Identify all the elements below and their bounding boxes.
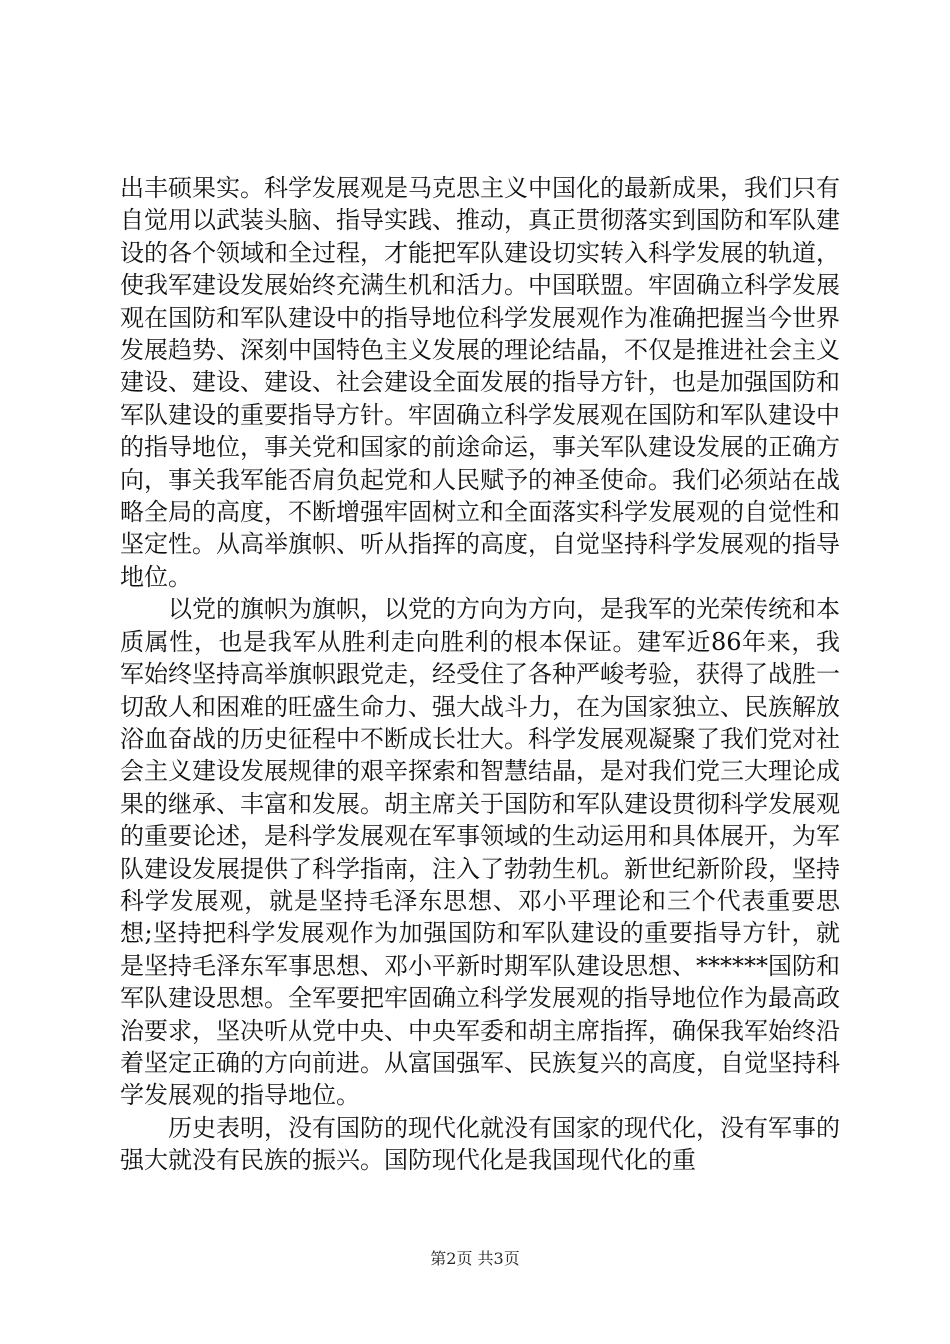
paragraph-1: 出丰硕果实。科学发展观是马克思主义中国化的最新成果，我们只有自觉用以武装头脑、指导实践、推动，真正贯彻落实到国防和军队建设的各个领域和全过程，才能把军队建设切实转入科学发展的轨道，使我军建设发展始终充满生机和活力。中国联盟。牢固确立科学发展观在国防和军队建设中的指导地位科学发展观作为准确把握当今世界发展趋势、深刻中国特色主义发展的理论结晶，不仅是推进社会主义建设、建设、建设、社会建设全面发展的指导方针，也是加强国防和军队建设的重要指导方针。牢固确立科学发展观在国防和军队建设中的指导地位，事关党和国家的前途命运，事关军队建设发展的正确方向，事关我军能否肩负起党和人民赋予的神圣使命。我们必须站在战略全局的高度，不断增强牢固树立和全面落实科学发展观的自觉性和坚定性。从高举旗帜、听从指挥的高度，自觉坚持科学发展观的指导地位。 (120, 174, 840, 591)
paragraph-2: 以党的旗帜为旗帜，以党的方向为方向，是我军的光荣传统和本质属性，也是我军从胜利走向胜利的根本保证。建军近86年来，我军始终坚持高举旗帜跟党走，经受住了各种严峻考验，获得了战胜一切敌人和困难的旺盛生命力、强大战斗力，在为国家独立、民族解放浴血奋战的历史征程中不断成长壮大。科学发展观凝聚了我们党对社会主义建设发展规律的艰辛探索和智慧结晶，是对我们党三大理论成果的继承、丰富和发展。胡主席关于国防和军队建设贯彻科学发展观的重要论述，是科学发展观在军事领域的生动运用和具体展开，为军队建设发展提供了科学指南，注入了勃勃生机。新世纪新阶段，坚持科学发展观，就是坚持毛泽东思想、邓小平理论和三个代表重要思想;坚持把科学发展观作为加强国防和军队建设的重要指导方针，就是坚持毛泽东军事思想、邓小平新时期军队建设思想、******国防和军队建设思想。全军要把牢固确立科学发展观的指导地位作为最高政治要求，坚决听从党中央、中央军委和胡主席指挥，确保我军始终沿着坚定正确的方向前进。从富国强军、民族复兴的高度，自觉坚持科学发展观的指导地位。 (120, 595, 840, 1110)
paragraph-3: 历史表明，没有国防的现代化就没有国家的现代化，没有军事的强大就没有民族的振兴。国防现代化是我国现代化的重 (120, 1113, 840, 1175)
page-number-footer: 第2页 共3页 (430, 1249, 520, 1268)
body-text (120, 172, 840, 1177)
